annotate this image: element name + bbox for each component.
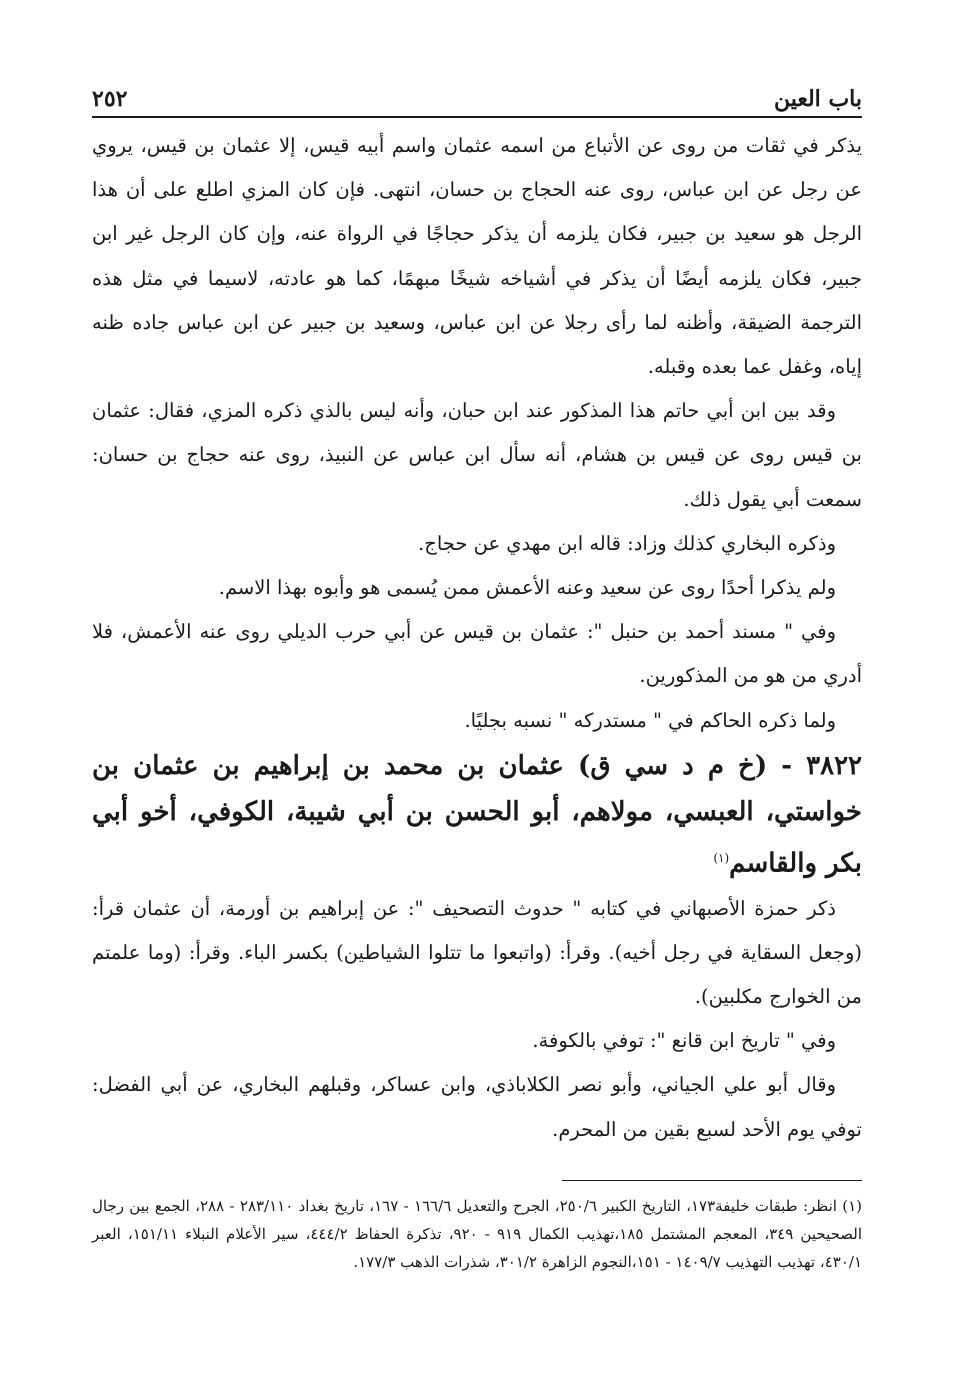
footnote — [92, 1192, 862, 1276]
chapter-title: باب العين — [773, 86, 862, 112]
header-rule — [92, 116, 862, 118]
main-text — [92, 124, 862, 1152]
page-number: ٢٥٢ — [92, 86, 128, 112]
paragraph: ولما ذكره الحاكم في " مستدركه " نسبه بجليًا. — [464, 708, 836, 732]
paragraph: وذكره البخاري كذلك وزاد: قاله ابن مهدي عن حجاج. — [418, 531, 836, 555]
paragraph: ذكر حمزة الأصبهاني في كتابه " حدوث التصحيف ": عن إبراهيم بن أورمة، أن عثمان قرأ: (وجعل السقاية في رجل أخيه). وقرأ: (واتبعوا ما تتلوا الشياطين) بكسر الباء. وقرأ: (وما علمتم من الخوارج مكلبين). — [92, 896, 862, 1008]
document-page — [92, 0, 862, 1379]
paragraph: ولم يذكرا أحدًا روى عن سعيد وعنه الأعمش ممن يُسمى هو وأبوه بهذا الاسم. — [218, 576, 836, 600]
footnote-text: (١) انظر: طبقات خليفة١٧٣، التاريخ الكبير ٢٥٠/٦، الجرح والتعديل ١٦٦/٦ - ١٦٧، تاريخ بغداد ٢٨٣/١١٠ - ٢٨٨، الجمع بين رجال الصحيحين ٣٤٩، المعجم المشتمل ١٨٥،تهذيب الكمال ٩١٩ - ٩٢٠، تذكرة الحفاظ ٤٤٤/٢، سير الأعلام النبلاء ١٥١/١١، العبر ٤٣٠/١، تهذيب التهذيب ١٤٠٩/٧ - ١٥١،النجوم الزاهرة ٣٠١/٢، شذرات الذهب ١٧٧/٣. — [92, 1197, 863, 1271]
paragraph: وفي " تاريخ ابن قانع ": توفي بالكوفة. — [532, 1029, 836, 1053]
page-header — [92, 66, 862, 112]
paragraph: وقد بين ابن أبي حاتم هذا المذكور عند ابن حبان، وأنه ليس بالذي ذكره المزي، فقال: عثمان بن قيس روى عن قيس بن هشام، أنه سأل ابن عباس عن النبيذ، روى عنه حجاج بن حسان: سمعت أبي يقول ذلك. — [92, 399, 862, 511]
entry-heading-text: ٣٨٢٢ - (خ م د سي ق) عثمان بن محمد بن إبراهيم بن عثمان بن خواستي، العبسي، مولاهم، أبو الحسن بن أبي شيبة، الكوفي، أخو أبي بكر والقاسم — [92, 750, 862, 879]
entry-heading — [92, 743, 862, 887]
footnote-marker: (١) — [713, 850, 730, 865]
paragraph: يذكر في ثقات من روى عن الأتباع من اسمه عثمان واسم أبيه قيس، إلا عثمان بن قيس، يروي عن رجل عن ابن عباس، روى عنه الحجاج بن حسان، انتهى. فإن كان المزي اطلع على أن هذا الرجل هو سعيد بن جبير، فكان يلزمه أن يذكر حجاجًا في الرواة عنه، وإن كان الرجل غير ابن جبير، فكان يلزمه أيضًا أن يذكر في أشياخه شيخًا مبهمًا، كما هو عادته، لاسيما في مثل هذه الترجمة الضيقة، وأظنه لما رأى رجلا عن ابن عباس، وسعيد بن جبير عن ابن عباس جاده ظنه إياه، وغفل عما بعده وقبله. — [92, 134, 862, 379]
paragraph: وفي " مسند أحمد بن حنبل ": عثمان بن قيس عن أبي حرب الديلي روى عنه الأعمش، فلا أدري من هو من المذكورين. — [92, 620, 862, 688]
paragraph: وقال أبو علي الجياني، وأبو نصر الكلاباذي، وابن عساكر، وقبلهم البخاري، عن أبي الفضل: توفي يوم الأحد لسبع بقين من المحرم. — [92, 1073, 862, 1141]
footnote-rule — [562, 1180, 862, 1181]
